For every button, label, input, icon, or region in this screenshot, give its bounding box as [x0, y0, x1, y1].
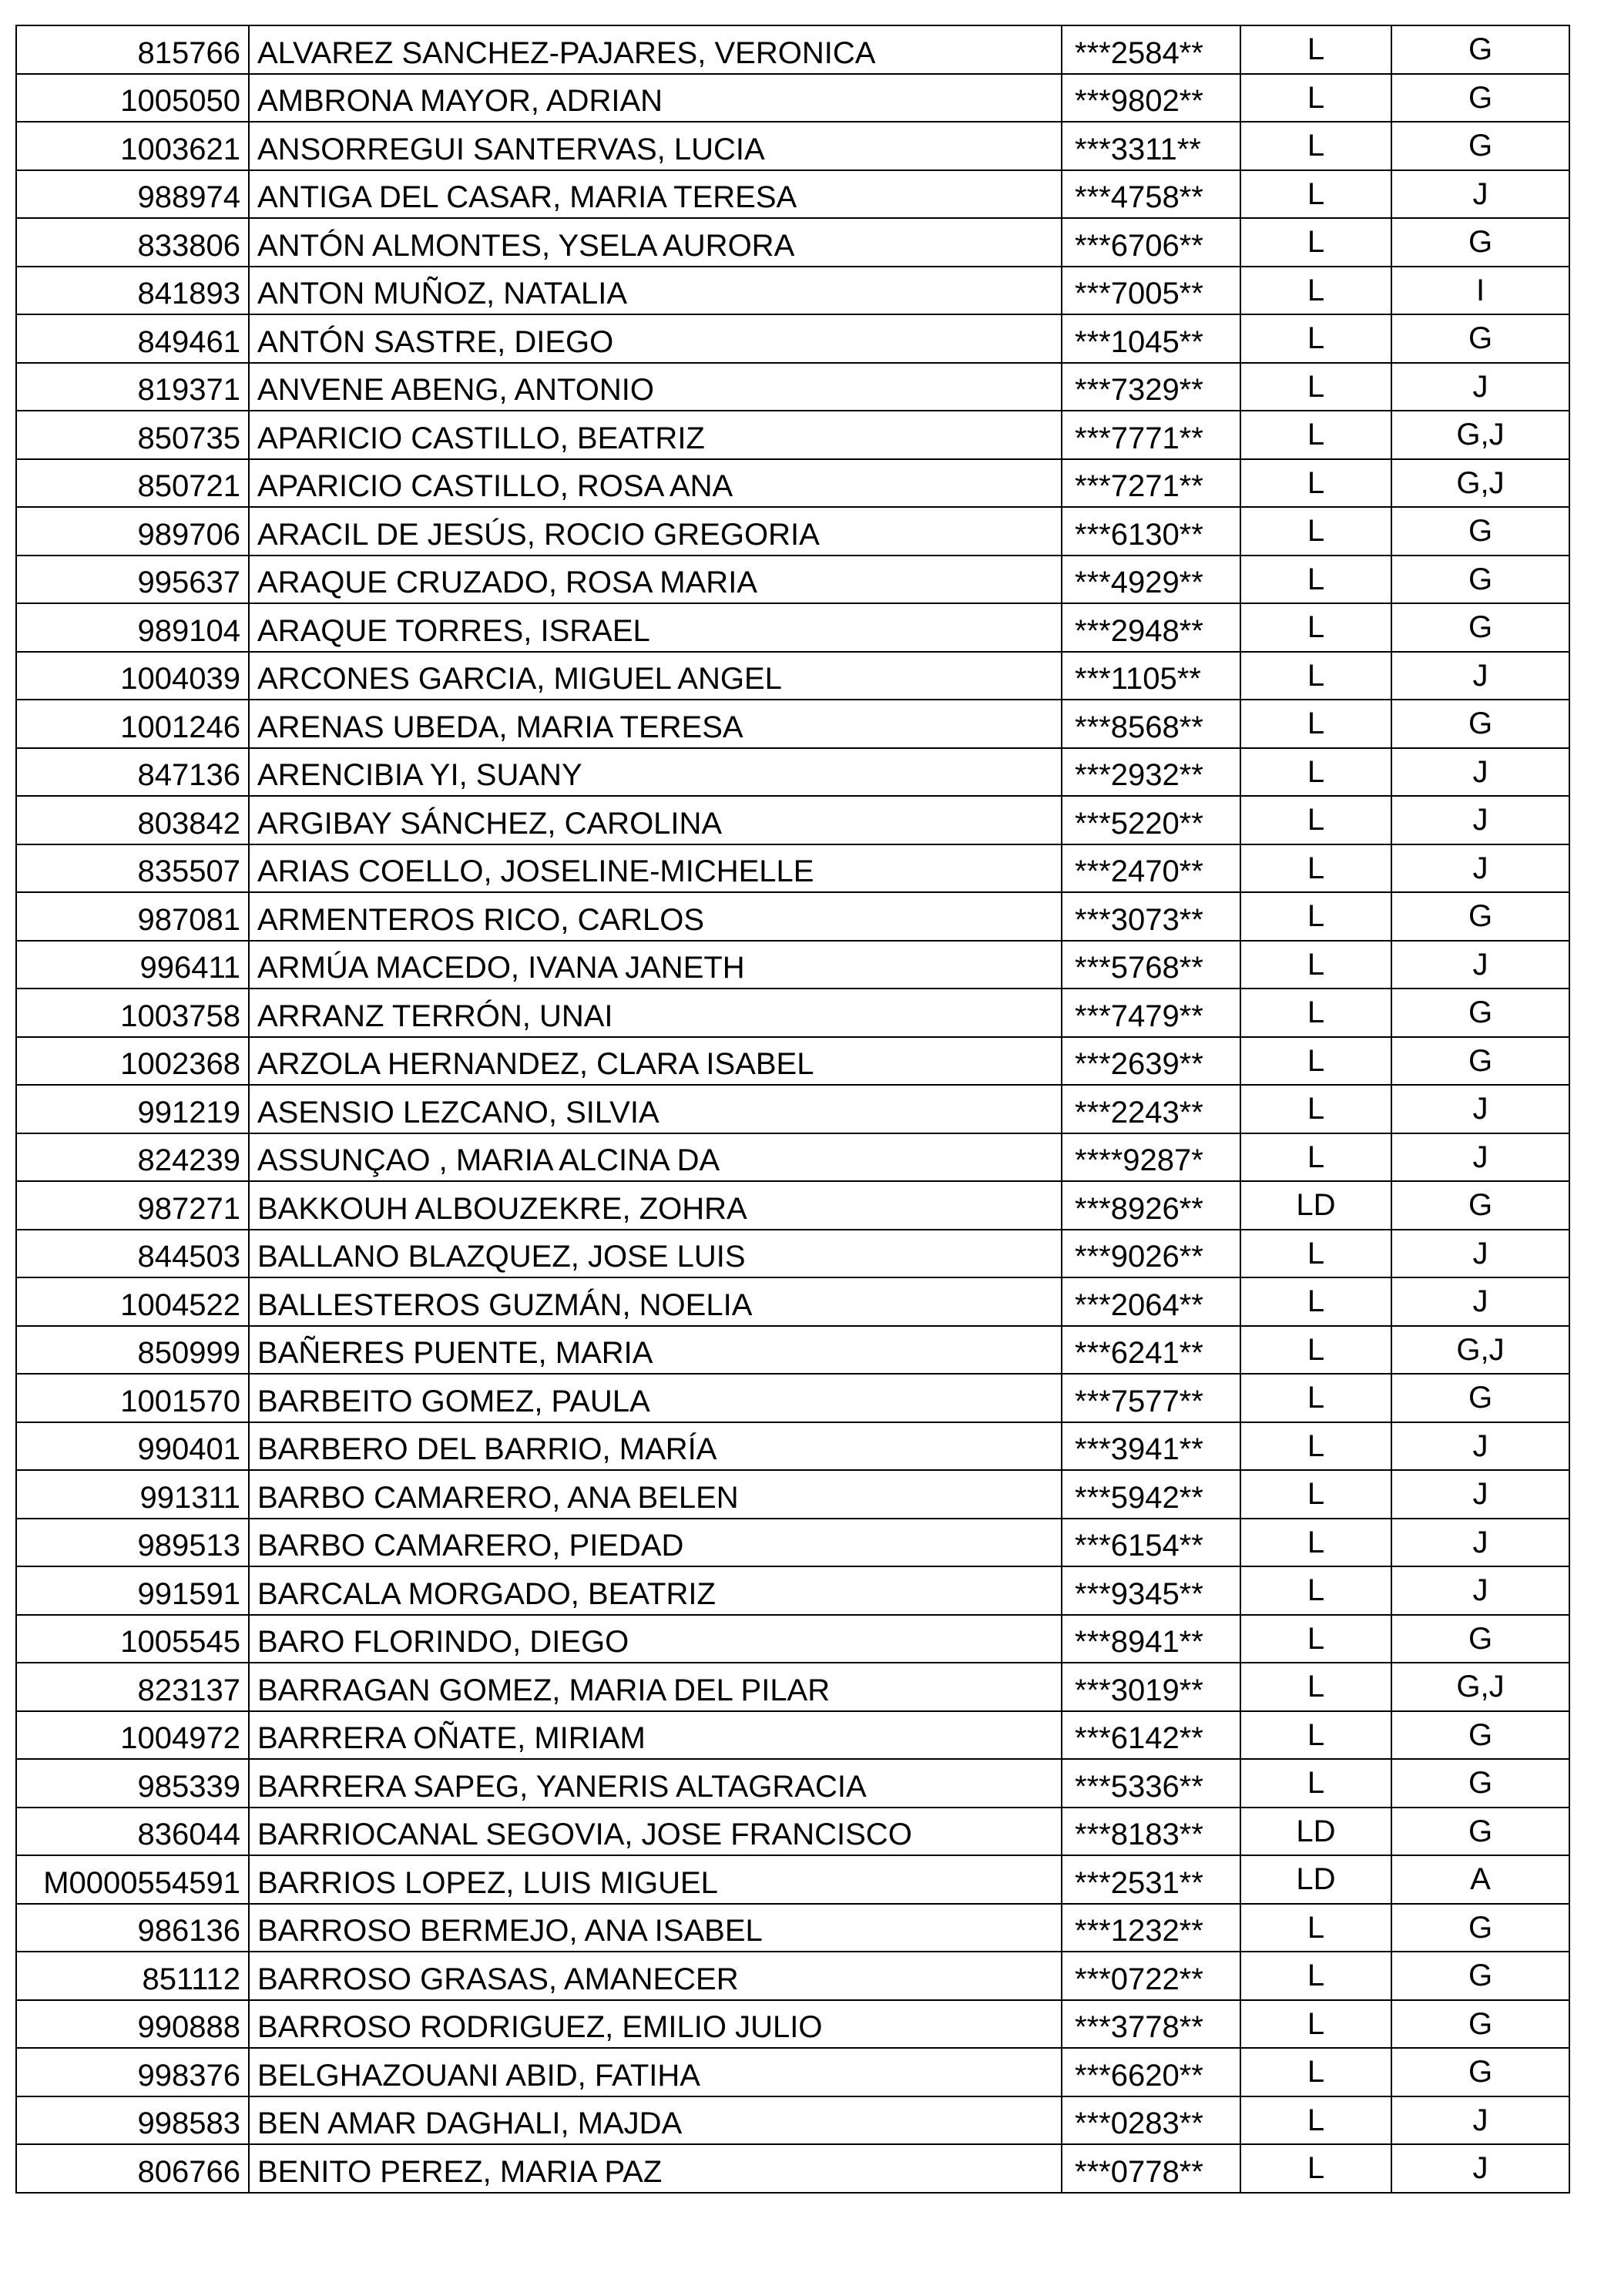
masked-dni-cell: ***1045** [1062, 314, 1240, 363]
table-row [16, 1470, 1569, 1519]
table-row [16, 1422, 1569, 1471]
masked-dni-cell: ***6130** [1062, 507, 1240, 556]
table-row [16, 1133, 1569, 1182]
list-type-cell: L [1240, 2144, 1391, 2193]
applicant-id-cell: 1001570 [16, 1374, 249, 1422]
list-type-cell: L [1240, 748, 1391, 797]
applicant-name-cell: BARROSO RODRIGUEZ, EMILIO JULIO [249, 2000, 1062, 2049]
masked-dni-cell: ***1105** [1062, 652, 1240, 700]
list-type-cell: L [1240, 363, 1391, 411]
masked-dni-cell: ***2932** [1062, 748, 1240, 797]
category-cell: G [1391, 556, 1569, 604]
masked-dni-cell: ***3019** [1062, 1663, 1240, 1711]
applicant-name-cell: ARMENTEROS RICO, CARLOS [249, 892, 1062, 941]
category-cell: G [1391, 74, 1569, 123]
masked-dni-cell: ***3073** [1062, 892, 1240, 941]
list-type-cell: L [1240, 1952, 1391, 2000]
masked-dni-cell: ***0778** [1062, 2144, 1240, 2193]
table-row [16, 2144, 1569, 2193]
category-cell: G [1391, 1037, 1569, 1086]
masked-dni-cell: ***7771** [1062, 411, 1240, 459]
table-row [16, 363, 1569, 411]
table-row [16, 1663, 1569, 1711]
category-cell: G [1391, 1952, 1569, 2000]
applicant-id-cell: 841893 [16, 267, 249, 315]
list-type-cell: L [1240, 459, 1391, 508]
table-row [16, 2048, 1569, 2096]
masked-dni-cell: ***8183** [1062, 1808, 1240, 1856]
list-type-cell: L [1240, 700, 1391, 748]
masked-dni-cell: ***9802** [1062, 74, 1240, 123]
table-row [16, 1904, 1569, 1952]
list-type-cell: L [1240, 1759, 1391, 1808]
applicant-name-cell: BARROSO GRASAS, AMANECER [249, 1952, 1062, 2000]
applicant-id-cell: 989513 [16, 1519, 249, 1567]
category-cell: G [1391, 25, 1569, 74]
candidate-list-table [15, 25, 1570, 2194]
masked-dni-cell: ***3778** [1062, 2000, 1240, 2049]
masked-dni-cell: ***3941** [1062, 1422, 1240, 1471]
table-row [16, 122, 1569, 170]
category-cell: G [1391, 122, 1569, 170]
table-row [16, 1566, 1569, 1615]
category-cell: G [1391, 1711, 1569, 1760]
applicant-name-cell: ANTON MUÑOZ, NATALIA [249, 267, 1062, 315]
applicant-id-cell: 1005545 [16, 1615, 249, 1663]
masked-dni-cell: ***8568** [1062, 700, 1240, 748]
category-cell: G [1391, 1808, 1569, 1856]
table-row [16, 1952, 1569, 2000]
applicant-name-cell: ASSUNÇAO , MARIA ALCINA DA [249, 1133, 1062, 1182]
category-cell: G [1391, 603, 1569, 652]
applicant-name-cell: BARRERA OÑATE, MIRIAM [249, 1711, 1062, 1760]
table-row [16, 411, 1569, 459]
applicant-name-cell: BARCALA MORGADO, BEATRIZ [249, 1566, 1062, 1615]
category-cell: G [1391, 218, 1569, 267]
applicant-id-cell: 1005050 [16, 74, 249, 123]
list-type-cell: L [1240, 1615, 1391, 1663]
list-type-cell: LD [1240, 1855, 1391, 1904]
list-type-cell: L [1240, 1422, 1391, 1471]
applicant-id-cell: 824239 [16, 1133, 249, 1182]
applicant-id-cell: 836044 [16, 1808, 249, 1856]
masked-dni-cell: ***2064** [1062, 1277, 1240, 1326]
applicant-name-cell: BARRERA SAPEG, YANERIS ALTAGRACIA [249, 1759, 1062, 1808]
list-type-cell: L [1240, 892, 1391, 941]
table-row [16, 989, 1569, 1037]
masked-dni-cell: ***2948** [1062, 603, 1240, 652]
list-type-cell: L [1240, 25, 1391, 74]
category-cell: G [1391, 2000, 1569, 2049]
table-row [16, 844, 1569, 893]
list-type-cell: L [1240, 411, 1391, 459]
category-cell: G [1391, 314, 1569, 363]
applicant-name-cell: ARMÚA MACEDO, IVANA JANETH [249, 941, 1062, 989]
category-cell: J [1391, 1277, 1569, 1326]
applicant-name-cell: ASENSIO LEZCANO, SILVIA [249, 1085, 1062, 1133]
table-row [16, 218, 1569, 267]
applicant-id-cell: 844503 [16, 1230, 249, 1278]
masked-dni-cell: ***6241** [1062, 1326, 1240, 1375]
list-type-cell: L [1240, 1133, 1391, 1182]
applicant-id-cell: 1003621 [16, 122, 249, 170]
category-cell: J [1391, 1133, 1569, 1182]
list-type-cell: L [1240, 941, 1391, 989]
applicant-name-cell: ANSORREGUI SANTERVAS, LUCIA [249, 122, 1062, 170]
table-row [16, 170, 1569, 219]
applicant-id-cell: 988974 [16, 170, 249, 219]
masked-dni-cell: ****9287* [1062, 1133, 1240, 1182]
applicant-id-cell: 851112 [16, 1952, 249, 2000]
table-row [16, 459, 1569, 508]
table-row [16, 1374, 1569, 1422]
category-cell: G,J [1391, 1326, 1569, 1375]
applicant-name-cell: BELGHAZOUANI ABID, FATIHA [249, 2048, 1062, 2096]
masked-dni-cell: ***5768** [1062, 941, 1240, 989]
applicant-id-cell: 991591 [16, 1566, 249, 1615]
table-row [16, 1711, 1569, 1760]
table-row [16, 314, 1569, 363]
list-type-cell: L [1240, 1230, 1391, 1278]
applicant-id-cell: 998376 [16, 2048, 249, 2096]
masked-dni-cell: ***9345** [1062, 1566, 1240, 1615]
list-type-cell: L [1240, 1711, 1391, 1760]
list-type-cell: L [1240, 267, 1391, 315]
applicant-name-cell: ARACIL DE JESÚS, ROCIO GREGORIA [249, 507, 1062, 556]
masked-dni-cell: ***7577** [1062, 1374, 1240, 1422]
applicant-name-cell: BARROSO BERMEJO, ANA ISABEL [249, 1904, 1062, 1952]
table-row [16, 556, 1569, 604]
applicant-name-cell: BARBERO DEL BARRIO, MARÍA [249, 1422, 1062, 1471]
applicant-name-cell: ALVAREZ SANCHEZ-PAJARES, VERONICA [249, 25, 1062, 74]
masked-dni-cell: ***5336** [1062, 1759, 1240, 1808]
category-cell: J [1391, 363, 1569, 411]
list-type-cell: L [1240, 989, 1391, 1037]
applicant-name-cell: BARBEITO GOMEZ, PAULA [249, 1374, 1062, 1422]
masked-dni-cell: ***0283** [1062, 2096, 1240, 2145]
table-row [16, 2000, 1569, 2049]
table-row [16, 941, 1569, 989]
masked-dni-cell: ***7479** [1062, 989, 1240, 1037]
applicant-id-cell: 1004972 [16, 1711, 249, 1760]
table-row [16, 1615, 1569, 1663]
applicant-name-cell: ARRANZ TERRÓN, UNAI [249, 989, 1062, 1037]
category-cell: J [1391, 941, 1569, 989]
list-type-cell: L [1240, 1470, 1391, 1519]
list-type-cell: L [1240, 1566, 1391, 1615]
category-cell: J [1391, 748, 1569, 797]
masked-dni-cell: ***5942** [1062, 1470, 1240, 1519]
applicant-id-cell: 995637 [16, 556, 249, 604]
category-cell: J [1391, 1519, 1569, 1567]
list-type-cell: L [1240, 652, 1391, 700]
applicant-name-cell: BARRIOCANAL SEGOVIA, JOSE FRANCISCO [249, 1808, 1062, 1856]
applicant-id-cell: 1002368 [16, 1037, 249, 1086]
applicant-id-cell: 1001246 [16, 700, 249, 748]
applicant-id-cell: 850999 [16, 1326, 249, 1375]
applicant-name-cell: BARRIOS LOPEZ, LUIS MIGUEL [249, 1855, 1062, 1904]
category-cell: G,J [1391, 459, 1569, 508]
list-type-cell: L [1240, 1277, 1391, 1326]
applicant-name-cell: BEN AMAR DAGHALI, MAJDA [249, 2096, 1062, 2145]
table-row [16, 603, 1569, 652]
list-type-cell: L [1240, 1085, 1391, 1133]
applicant-id-cell: 833806 [16, 218, 249, 267]
applicant-name-cell: ANTIGA DEL CASAR, MARIA TERESA [249, 170, 1062, 219]
table-row [16, 1326, 1569, 1375]
applicant-id-cell: 1004039 [16, 652, 249, 700]
table-row [16, 507, 1569, 556]
category-cell: J [1391, 1230, 1569, 1278]
applicant-name-cell: ARENCIBIA YI, SUANY [249, 748, 1062, 797]
masked-dni-cell: ***7271** [1062, 459, 1240, 508]
applicant-id-cell: 847136 [16, 748, 249, 797]
list-type-cell: L [1240, 603, 1391, 652]
applicant-name-cell: ARENAS UBEDA, MARIA TERESA [249, 700, 1062, 748]
applicant-id-cell: 803842 [16, 796, 249, 844]
applicant-id-cell: 985339 [16, 1759, 249, 1808]
masked-dni-cell: ***8926** [1062, 1181, 1240, 1230]
table-row [16, 267, 1569, 315]
applicant-id-cell: 991311 [16, 1470, 249, 1519]
table-row [16, 748, 1569, 797]
applicant-id-cell: 990888 [16, 2000, 249, 2049]
list-type-cell: L [1240, 218, 1391, 267]
applicant-name-cell: AMBRONA MAYOR, ADRIAN [249, 74, 1062, 123]
applicant-name-cell: BENITO PEREZ, MARIA PAZ [249, 2144, 1062, 2193]
category-cell: J [1391, 2144, 1569, 2193]
masked-dni-cell: ***1232** [1062, 1904, 1240, 1952]
applicant-id-cell: 986136 [16, 1904, 249, 1952]
masked-dni-cell: ***8941** [1062, 1615, 1240, 1663]
applicant-id-cell: 989706 [16, 507, 249, 556]
applicant-name-cell: BAÑERES PUENTE, MARIA [249, 1326, 1062, 1375]
applicant-name-cell: ANTÓN SASTRE, DIEGO [249, 314, 1062, 363]
category-cell: G [1391, 700, 1569, 748]
applicant-name-cell: BARBO CAMARERO, ANA BELEN [249, 1470, 1062, 1519]
applicant-name-cell: APARICIO CASTILLO, BEATRIZ [249, 411, 1062, 459]
masked-dni-cell: ***2639** [1062, 1037, 1240, 1086]
list-type-cell: L [1240, 796, 1391, 844]
applicant-id-cell: 987271 [16, 1181, 249, 1230]
category-cell: G [1391, 2048, 1569, 2096]
applicant-name-cell: BARRAGAN GOMEZ, MARIA DEL PILAR [249, 1663, 1062, 1711]
applicant-id-cell: 835507 [16, 844, 249, 893]
list-type-cell: L [1240, 2096, 1391, 2145]
masked-dni-cell: ***6142** [1062, 1711, 1240, 1760]
table-row [16, 1808, 1569, 1856]
masked-dni-cell: ***4758** [1062, 170, 1240, 219]
table-row [16, 1037, 1569, 1086]
list-type-cell: L [1240, 1037, 1391, 1086]
category-cell: G [1391, 892, 1569, 941]
applicant-name-cell: ARAQUE CRUZADO, ROSA MARIA [249, 556, 1062, 604]
table-row [16, 74, 1569, 123]
applicant-id-cell: 987081 [16, 892, 249, 941]
category-cell: J [1391, 170, 1569, 219]
applicant-name-cell: ARZOLA HERNANDEZ, CLARA ISABEL [249, 1037, 1062, 1086]
category-cell: G [1391, 1759, 1569, 1808]
applicant-id-cell: 823137 [16, 1663, 249, 1711]
table-row [16, 2096, 1569, 2145]
category-cell: J [1391, 844, 1569, 893]
applicant-name-cell: APARICIO CASTILLO, ROSA ANA [249, 459, 1062, 508]
category-cell: G,J [1391, 1663, 1569, 1711]
masked-dni-cell: ***0722** [1062, 1952, 1240, 2000]
table-row [16, 1855, 1569, 1904]
category-cell: G [1391, 1904, 1569, 1952]
category-cell: G [1391, 1374, 1569, 1422]
applicant-id-cell: 815766 [16, 25, 249, 74]
applicant-name-cell: ARGIBAY SÁNCHEZ, CAROLINA [249, 796, 1062, 844]
applicant-id-cell: 991219 [16, 1085, 249, 1133]
applicant-id-cell: 850721 [16, 459, 249, 508]
table-row [16, 892, 1569, 941]
list-type-cell: LD [1240, 1808, 1391, 1856]
table-row [16, 1759, 1569, 1808]
masked-dni-cell: ***7005** [1062, 267, 1240, 315]
applicant-name-cell: ANVENE ABENG, ANTONIO [249, 363, 1062, 411]
table-row [16, 1085, 1569, 1133]
applicant-id-cell: M0000554591 [16, 1855, 249, 1904]
applicant-name-cell: BALLANO BLAZQUEZ, JOSE LUIS [249, 1230, 1062, 1278]
category-cell: I [1391, 267, 1569, 315]
applicant-id-cell: 1004522 [16, 1277, 249, 1326]
list-type-cell: L [1240, 2000, 1391, 2049]
applicant-name-cell: BALLESTEROS GUZMÁN, NOELIA [249, 1277, 1062, 1326]
masked-dni-cell: ***7329** [1062, 363, 1240, 411]
category-cell: G [1391, 507, 1569, 556]
list-type-cell: L [1240, 1326, 1391, 1375]
table-row [16, 700, 1569, 748]
masked-dni-cell: ***6620** [1062, 2048, 1240, 2096]
list-type-cell: L [1240, 1374, 1391, 1422]
category-cell: J [1391, 652, 1569, 700]
applicant-name-cell: BARO FLORINDO, DIEGO [249, 1615, 1062, 1663]
applicant-id-cell: 850735 [16, 411, 249, 459]
masked-dni-cell: ***2584** [1062, 25, 1240, 74]
applicant-name-cell: BAKKOUH ALBOUZEKRE, ZOHRA [249, 1181, 1062, 1230]
list-type-cell: L [1240, 74, 1391, 123]
masked-dni-cell: ***6154** [1062, 1519, 1240, 1567]
list-type-cell: L [1240, 1663, 1391, 1711]
applicant-id-cell: 998583 [16, 2096, 249, 2145]
category-cell: J [1391, 796, 1569, 844]
masked-dni-cell: ***9026** [1062, 1230, 1240, 1278]
category-cell: G,J [1391, 411, 1569, 459]
applicant-name-cell: BARBO CAMARERO, PIEDAD [249, 1519, 1062, 1567]
list-type-cell: L [1240, 507, 1391, 556]
applicant-name-cell: ARAQUE TORRES, ISRAEL [249, 603, 1062, 652]
applicant-id-cell: 806766 [16, 2144, 249, 2193]
applicant-id-cell: 819371 [16, 363, 249, 411]
list-type-cell: L [1240, 844, 1391, 893]
list-type-cell: L [1240, 122, 1391, 170]
applicant-name-cell: ANTÓN ALMONTES, YSELA AURORA [249, 218, 1062, 267]
table-row [16, 1181, 1569, 1230]
category-cell: A [1391, 1855, 1569, 1904]
list-type-cell: L [1240, 170, 1391, 219]
category-cell: J [1391, 1085, 1569, 1133]
masked-dni-cell: ***2470** [1062, 844, 1240, 893]
applicant-id-cell: 996411 [16, 941, 249, 989]
table-row [16, 25, 1569, 74]
applicant-name-cell: ARCONES GARCIA, MIGUEL ANGEL [249, 652, 1062, 700]
list-type-cell: L [1240, 556, 1391, 604]
masked-dni-cell: ***2531** [1062, 1855, 1240, 1904]
masked-dni-cell: ***6706** [1062, 218, 1240, 267]
category-cell: J [1391, 1470, 1569, 1519]
category-cell: J [1391, 1566, 1569, 1615]
table-row [16, 1230, 1569, 1278]
list-type-cell: L [1240, 2048, 1391, 2096]
applicant-id-cell: 849461 [16, 314, 249, 363]
masked-dni-cell: ***3311** [1062, 122, 1240, 170]
masked-dni-cell: ***2243** [1062, 1085, 1240, 1133]
list-type-cell: LD [1240, 1181, 1391, 1230]
applicant-name-cell: ARIAS COELLO, JOSELINE-MICHELLE [249, 844, 1062, 893]
category-cell: J [1391, 1422, 1569, 1471]
category-cell: G [1391, 1181, 1569, 1230]
category-cell: G [1391, 1615, 1569, 1663]
category-cell: G [1391, 989, 1569, 1037]
list-type-cell: L [1240, 1904, 1391, 1952]
table-row [16, 1277, 1569, 1326]
category-cell: J [1391, 2096, 1569, 2145]
applicant-id-cell: 1003758 [16, 989, 249, 1037]
masked-dni-cell: ***5220** [1062, 796, 1240, 844]
table-row [16, 796, 1569, 844]
table-row [16, 652, 1569, 700]
masked-dni-cell: ***4929** [1062, 556, 1240, 604]
list-type-cell: L [1240, 1519, 1391, 1567]
applicant-id-cell: 990401 [16, 1422, 249, 1471]
table-row [16, 1519, 1569, 1567]
candidate-list-body [16, 25, 1569, 2193]
applicant-id-cell: 989104 [16, 603, 249, 652]
list-type-cell: L [1240, 314, 1391, 363]
